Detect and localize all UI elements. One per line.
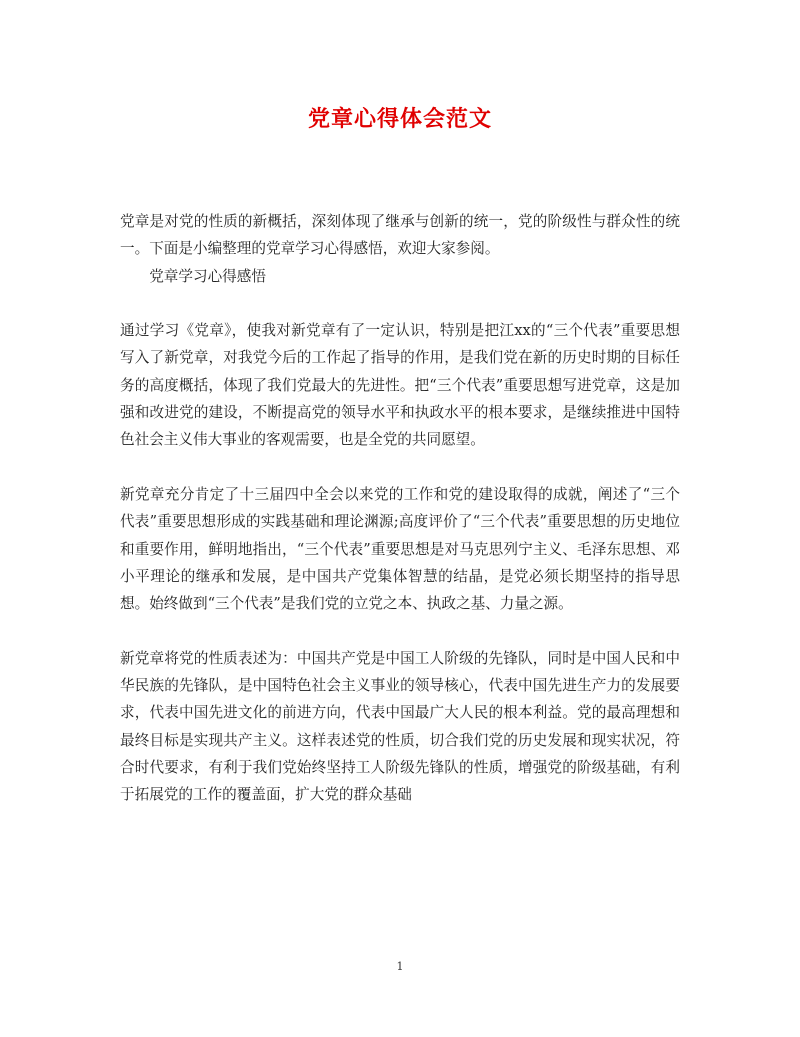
body-paragraph-2: 新党章充分肯定了十三届四中全会以来党的工作和党的建设取得的成就，阐述了“三个代表”重要思想形成的实践基础和理论渊源;高度评价了“三个代表”重要思想的历史地位和重要作用，鲜明地指出，“三个代表”重要思想是对马克思列宁主义、毛泽东思想、邓小平理论的继承和发展，是中国共产党集体智慧的结晶，是党必须长期坚持的指导思想。始终做到“三个代表”是我们党的立党之本、执政之基、力量之源。 [120, 485, 680, 613]
document-title: 党章心得体会范文 [307, 106, 492, 132]
page-number: 1 [396, 960, 404, 973]
paragraph-spacer [120, 290, 680, 317]
document-body [120, 208, 680, 809]
paragraph-spacer [120, 617, 680, 644]
paragraph-spacer [120, 454, 680, 481]
intro-paragraph: 党章是对党的性质的新概括，深刻体现了继承与创新的统一，党的阶级性与群众性的统一。下面是小编整理的党章学习心得感悟，欢迎大家参阅。 [120, 213, 680, 258]
body-paragraph-3: 新党章将党的性质表述为：中国共产党是中国工人阶级的先锋队，同时是中国人民和中华民族的先锋队，是中国特色社会主义事业的领导核心，代表中国先进生产力的发展要求，代表中国先进文化的前进方向，代表中国最广大人民的根本利益。党的最高理想和最终目标是实现共产主义。这样表述党的性质，切合我们党的历史发展和现实状况，符合时代要求，有利于我们党始终坚持工人阶级先锋队的性质，增强党的阶级基础，有利于拓展党的工作的覆盖面，扩大党的群众基础 [120, 649, 680, 804]
body-paragraph-1: 通过学习《党章》，使我对新党章有了一定认识，特别是把江xx的“三个代表”重要思想写入了新党章，对我党今后的工作起了指导的作用，是我们党在新的历史时期的目标任务的高度概括，体现了我们党最大的先进性。把“三个代表”重要思想写进党章，这是加强和改进党的建设，不断提高党的领导水平和执政水平的根本要求，是继续推进中国特色社会主义伟大事业的客观需要，也是全党的共同愿望。 [120, 322, 680, 449]
section-subheading: 党章学习心得感悟 [149, 267, 266, 285]
